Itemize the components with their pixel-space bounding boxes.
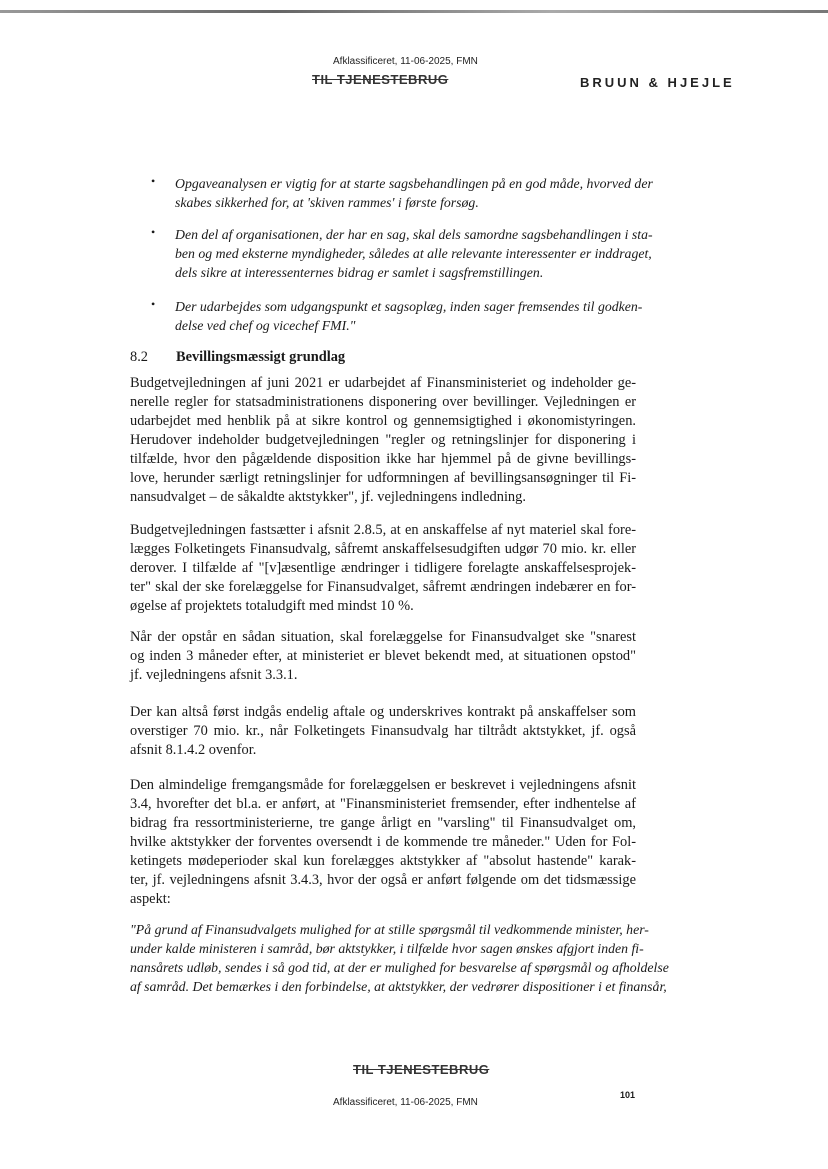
text-line: ter, jf. vejledningens afsnit 3.4.3, hvor der også er anført følgende om det tidsmæssige: [130, 872, 636, 888]
text-line: "På grund af Finansudvalgets mulighed for at stille spørgsmål til vedkommende minister, her-: [130, 922, 649, 937]
text-line: Budgetvejledningen fastsætter i afsnit 2.8.5, at en anskaffelse af nyt materiel skal fore-: [130, 522, 636, 538]
text-line: overstiger 70 mio. kr., når Folketingets Finansudvalg har tiltrådt aktstykket, jf. også: [130, 723, 636, 739]
header-stamp: TIL TJENESTEBRUG: [312, 72, 449, 87]
text-line: Den almindelige fremgangsmåde for forelæggelsen er beskrevet i vejledningens afsnit: [130, 777, 636, 793]
text-line: nansårets udløb, sendes i så god tid, at der er mulighed for besvarelse af spørgsmål og afholdelse: [130, 960, 669, 975]
text-line: Herudover indeholder budgetvejledningen "regler og retningslinjer for disponering i: [130, 432, 636, 448]
text-line: udarbejdet med henblik på at sikre kontrol og gennemsigtighed i økonomistyringen.: [130, 413, 636, 429]
text-line: bidrag fra ressortministerierne, tre gange årligt en "varsling" til Finansudvalget om,: [130, 815, 636, 831]
text-line: skabes sikkerhed for, at 'skiven rammes' i første forsøg.: [175, 195, 479, 210]
text-line: ben og med eksterne myndigheder, således at alle relevante interessenter er inddraget,: [175, 246, 652, 261]
text-line: lægges Folketingets Finansudvalg, såfremt anskaffelsesudgiften udgør 70 mio. kr. eller: [130, 541, 636, 557]
text-line: jf. vejledningens afsnit 3.3.1.: [130, 667, 298, 683]
footer-stamp: TIL TJENESTEBRUG: [353, 1062, 490, 1077]
section-title: Bevillingsmæssigt grundlag: [176, 349, 346, 365]
bullet-icon: •: [151, 174, 156, 188]
text-line: under kalde ministeren i samråd, bør aktstykker, i tilfælde hvor sagen ønskes afgjort inden fi-: [130, 941, 644, 956]
section-number: 8.2: [130, 349, 148, 365]
text-line: Der kan altså først indgås endelig aftale og underskrives kontrakt på anskaffelser som: [130, 704, 636, 720]
text-line: og inden 3 måneder efter, at ministeriet er blevet bekendt med, at situationen opstod": [130, 648, 636, 664]
text-line: ter" skal der ske forelæggelse for Finansudvalget, såfremt ændringen indebærer en for-: [130, 579, 636, 595]
text-line: afsnit 8.1.4.2 ovenfor.: [130, 742, 257, 758]
text-line: Budgetvejledningen af juni 2021 er udarbejdet af Finansministeriet og indeholder ge-: [130, 375, 636, 391]
bullet-item: [175, 225, 653, 282]
bullet-icon: •: [151, 297, 156, 311]
paragraph: [130, 374, 636, 507]
text-line: love, herunder særligt retningslinjer for udformningen af bevillingsansøgninger til Fi-: [130, 470, 636, 486]
paragraph: [130, 703, 636, 760]
text-line: nerelle regler for statsadministrationens disponering over bevillinger. Vejledningen er: [130, 394, 636, 410]
page-number: 101: [620, 1090, 636, 1100]
text-line: Der udarbejdes som udgangspunkt et sagsoplæg, inden sager fremsendes til godken-: [175, 299, 643, 314]
paragraph: [130, 521, 636, 616]
text-line: aspekt:: [130, 891, 171, 907]
text-line: ketingets mødeperioder skal kun forelægges aktstykker af "absolut hastende" karak-: [130, 853, 636, 869]
bullet-icon: •: [151, 225, 156, 239]
header-classification: Afklassificeret, 11-06-2025, FMN: [333, 56, 478, 67]
text-line: 3.4, hvorefter det bl.a. er anført, at "Finansministeriet fremsender, efter indhentelse af: [130, 796, 636, 812]
bullet-item: [175, 297, 643, 335]
paragraph: [130, 776, 636, 909]
paragraph: [130, 628, 636, 685]
firm-logo: BRUUN & HJEJLE: [580, 75, 735, 90]
text-line: hvilke aktstykker der forventes oversendt i de kommende tre måneder." Uden for Fol-: [130, 834, 636, 850]
text-line: derover. I tilfælde af "[v]æsentlige ændringer i tidligere forelagte anskaffelsesprojek-: [130, 560, 636, 576]
text-line: delse ved chef og vicechef FMI.": [175, 318, 356, 333]
footer-classification: Afklassificeret, 11-06-2025, FMN: [333, 1097, 478, 1108]
block-quote: [130, 920, 669, 996]
text-line: dels sikre at interessenternes bidrag er samlet i sagsfremstillingen.: [175, 265, 544, 280]
scan-edge: [0, 10, 828, 13]
text-line: Den del af organisationen, der har en sag, skal dels samordne sagsbehandlingen i sta-: [175, 227, 653, 242]
bullet-item: [175, 174, 653, 212]
text-line: nansudvalget – de såkaldte aktstykker", jf. vejledningens indledning.: [130, 489, 526, 505]
text-line: Når der opstår en sådan situation, skal forelæggelse for Finansudvalget ske "snarest: [130, 629, 636, 645]
text-line: Opgaveanalysen er vigtig for at starte sagsbehandlingen på en god måde, hvorved der: [175, 176, 653, 191]
text-line: øgelse af projektets totaludgift med mindst 10 %.: [130, 598, 414, 614]
text-line: af samråd. Det bemærkes i den forbindelse, at aktstykker, der vedrører dispositioner i et finansår,: [130, 979, 667, 994]
text-line: tilfælde, hvor den pågældende disposition ikke har hjemmel på de givne bevillings-: [130, 451, 636, 467]
